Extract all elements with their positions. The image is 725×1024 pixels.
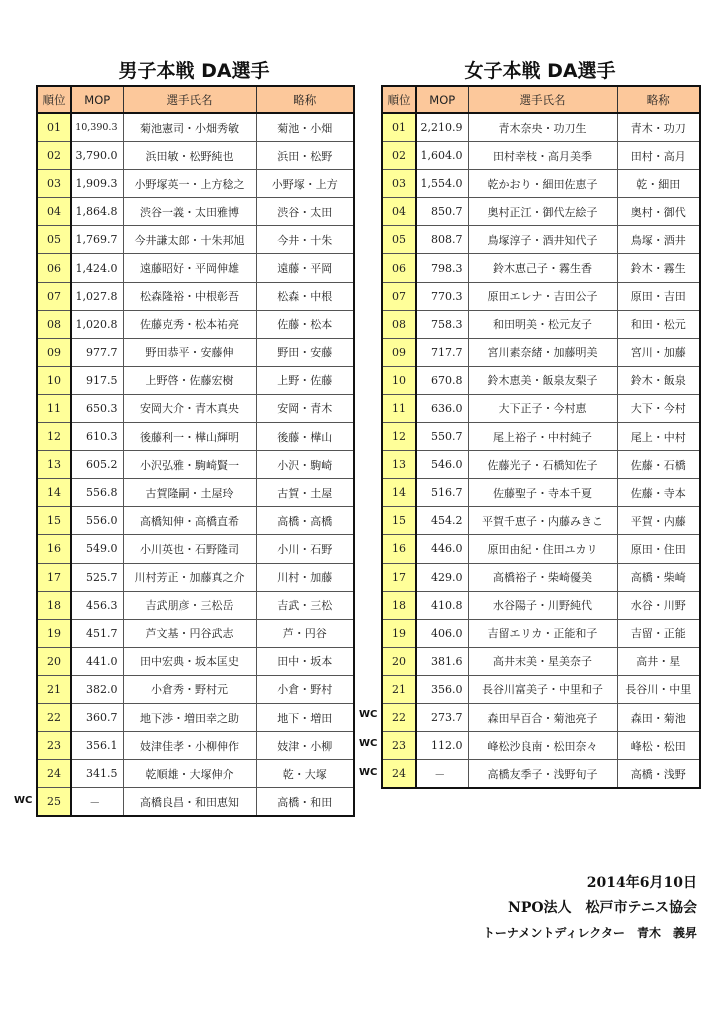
player-names-cell: 乾順雄・大塚伸介 — [123, 760, 256, 788]
short-name-cell: 鈴木・飯泉 — [617, 366, 700, 394]
player-names-cell: 後藤利一・樺山輝明 — [123, 423, 256, 451]
player-names-cell: 原田由紀・住田ユカリ — [468, 535, 617, 563]
rank-cell: 08 — [37, 310, 71, 338]
rank-cell: 17 — [37, 563, 71, 591]
mop-cell: － — [71, 788, 123, 817]
table-row — [382, 142, 700, 170]
table-row — [382, 507, 700, 535]
player-names-cell: 妓津佳孝・小柳伸作 — [123, 732, 256, 760]
short-name-cell: 後藤・樺山 — [256, 423, 354, 451]
rank-cell: 18 — [382, 591, 416, 619]
table-row — [382, 760, 700, 789]
rank-cell: 10 — [382, 366, 416, 394]
mop-cell: 610.3 — [71, 423, 123, 451]
mop-cell: － — [416, 760, 468, 789]
women-roster-table — [381, 85, 701, 789]
mop-cell: 429.0 — [416, 563, 468, 591]
player-names-cell: 芦文基・円谷武志 — [123, 619, 256, 647]
rank-cell: 12 — [382, 423, 416, 451]
mop-cell: 1,554.0 — [416, 170, 468, 198]
player-names-cell: 小川英也・石野隆司 — [123, 535, 256, 563]
mop-cell: 1,424.0 — [71, 254, 123, 282]
mop-cell: 605.2 — [71, 451, 123, 479]
mop-cell: 3,790.0 — [71, 142, 123, 170]
short-name-cell: 佐藤・寺本 — [617, 479, 700, 507]
player-names-cell: 渋谷一義・太田雅博 — [123, 198, 256, 226]
rank-cell: 15 — [382, 507, 416, 535]
table-row — [37, 619, 354, 647]
mop-cell: 356.0 — [416, 675, 468, 703]
table-row — [382, 423, 700, 451]
rank-cell: 15 — [37, 507, 71, 535]
short-name-cell: 地下・増田 — [256, 703, 354, 731]
table-row — [37, 703, 354, 731]
rank-cell: 24 — [37, 760, 71, 788]
rank-cell: 01 — [37, 113, 71, 142]
rank-cell: 23 — [37, 732, 71, 760]
short-name-cell: 佐藤・石橋 — [617, 451, 700, 479]
mop-cell: 808.7 — [416, 226, 468, 254]
rank-cell: 07 — [37, 282, 71, 310]
wildcard-label: WC — [14, 794, 33, 806]
organization-name: NPO法人 松戸市テニス協会 — [508, 900, 697, 916]
short-name-cell: 安岡・青木 — [256, 394, 354, 422]
mop-cell: 770.3 — [416, 282, 468, 310]
mop-cell: 360.7 — [71, 703, 123, 731]
mop-cell: 381.6 — [416, 647, 468, 675]
table-row — [37, 113, 354, 142]
rank-cell: 16 — [382, 535, 416, 563]
table-row — [382, 619, 700, 647]
table-row — [37, 647, 354, 675]
tournament-director: トーナメントディレクター 青木 義昇 — [482, 926, 697, 940]
document-date: 2014年6月10日 — [586, 875, 697, 891]
mop-cell: 273.7 — [416, 703, 468, 731]
player-names-cell: 長谷川富美子・中里和子 — [468, 675, 617, 703]
rank-cell: 13 — [382, 451, 416, 479]
table-row — [382, 479, 700, 507]
rank-cell: 24 — [382, 760, 416, 789]
rank-cell: 12 — [37, 423, 71, 451]
player-names-cell: 吉留エリカ・正能和子 — [468, 619, 617, 647]
name-header: 選手氏名 — [468, 86, 617, 113]
player-names-cell: 小沢弘雅・駒崎賢一 — [123, 451, 256, 479]
rank-cell: 19 — [382, 619, 416, 647]
mop-cell: 556.8 — [71, 479, 123, 507]
rank-cell: 21 — [37, 675, 71, 703]
short-name-cell: 長谷川・中里 — [617, 675, 700, 703]
wildcard-label: WC — [359, 738, 378, 749]
player-names-cell: 松森隆裕・中根彰吾 — [123, 282, 256, 310]
rank-cell: 07 — [382, 282, 416, 310]
rank-cell: 08 — [382, 310, 416, 338]
short-name-cell: 上野・佐藤 — [256, 366, 354, 394]
mop-cell: 525.7 — [71, 563, 123, 591]
rank-cell: 17 — [382, 563, 416, 591]
short-name-cell: 吉武・三松 — [256, 591, 354, 619]
short-name-cell: 鳥塚・酒井 — [617, 226, 700, 254]
player-names-cell: 平賀千恵子・内藤みきこ — [468, 507, 617, 535]
table-row — [382, 310, 700, 338]
mop-header: MOP — [71, 86, 123, 113]
short-name-cell: 小倉・野村 — [256, 675, 354, 703]
mop-cell: 456.3 — [71, 591, 123, 619]
player-names-cell: 高橋裕子・柴崎優美 — [468, 563, 617, 591]
short-name-cell: 奥村・御代 — [617, 198, 700, 226]
short-name-cell: 佐藤・松本 — [256, 310, 354, 338]
player-names-cell: 峰松沙良南・松田奈々 — [468, 732, 617, 760]
short-name-cell: 森田・菊池 — [617, 703, 700, 731]
mop-cell: 454.2 — [416, 507, 468, 535]
table-row — [382, 563, 700, 591]
men-roster-table — [36, 85, 355, 817]
short-name-cell: 高橋・高橋 — [256, 507, 354, 535]
rank-cell: 16 — [37, 535, 71, 563]
short-name-cell: 乾・細田 — [617, 170, 700, 198]
short-name-cell: 水谷・川野 — [617, 591, 700, 619]
rank-cell: 20 — [382, 647, 416, 675]
short-name-cell: 峰松・松田 — [617, 732, 700, 760]
table-row — [37, 254, 354, 282]
player-names-cell: 和田明美・松元友子 — [468, 310, 617, 338]
mop-cell: 758.3 — [416, 310, 468, 338]
rank-cell: 06 — [382, 254, 416, 282]
short-name-cell: 芦・円谷 — [256, 619, 354, 647]
short-name-cell: 平賀・内藤 — [617, 507, 700, 535]
rank-cell: 25 — [37, 788, 71, 817]
table-row — [37, 507, 354, 535]
short-name-cell: 乾・大塚 — [256, 760, 354, 788]
rank-cell: 09 — [37, 338, 71, 366]
table-row — [382, 451, 700, 479]
header-row — [382, 86, 700, 113]
rank-cell: 02 — [37, 142, 71, 170]
player-names-cell: 古賀隆嗣・土屋玲 — [123, 479, 256, 507]
player-names-cell: 青木奈央・功刀生 — [468, 113, 617, 142]
table-row — [37, 338, 354, 366]
short-name-cell: 松森・中根 — [256, 282, 354, 310]
mop-cell: 10,390.3 — [71, 113, 123, 142]
short-name-cell: 田中・坂本 — [256, 647, 354, 675]
mop-cell: 341.5 — [71, 760, 123, 788]
player-names-cell: 地下渉・増田幸之助 — [123, 703, 256, 731]
mop-cell: 112.0 — [416, 732, 468, 760]
men-table-title: 男子本戦 DA選手 — [118, 60, 270, 82]
mop-cell: 1,027.8 — [71, 282, 123, 310]
rank-cell: 03 — [382, 170, 416, 198]
table-row — [37, 142, 354, 170]
mop-cell: 1,020.8 — [71, 310, 123, 338]
table-row — [37, 366, 354, 394]
table-row — [37, 591, 354, 619]
player-names-cell: 小野塚英一・上方稔之 — [123, 170, 256, 198]
short-name-cell: 高橋・和田 — [256, 788, 354, 817]
rank-cell: 04 — [37, 198, 71, 226]
mop-cell: 516.7 — [416, 479, 468, 507]
short-name-cell: 小川・石野 — [256, 535, 354, 563]
table-row — [382, 535, 700, 563]
table-row — [37, 563, 354, 591]
rank-cell: 05 — [382, 226, 416, 254]
rank-cell: 20 — [37, 647, 71, 675]
rank-cell: 11 — [37, 394, 71, 422]
mop-cell: 1,604.0 — [416, 142, 468, 170]
mop-cell: 1,909.3 — [71, 170, 123, 198]
rank-cell: 02 — [382, 142, 416, 170]
player-names-cell: 水谷陽子・川野純代 — [468, 591, 617, 619]
player-names-cell: 川村芳正・加藤真之介 — [123, 563, 256, 591]
table-row — [37, 198, 354, 226]
rank-cell: 11 — [382, 394, 416, 422]
mop-cell: 406.0 — [416, 619, 468, 647]
short-name-cell: 小野塚・上方 — [256, 170, 354, 198]
rank-cell: 01 — [382, 113, 416, 142]
wildcard-label: WC — [359, 709, 378, 720]
short-name-cell: 和田・松元 — [617, 310, 700, 338]
table-row — [37, 732, 354, 760]
player-names-cell: 高橋友季子・浅野旬子 — [468, 760, 617, 789]
table-row — [37, 423, 354, 451]
mop-cell: 382.0 — [71, 675, 123, 703]
table-row — [382, 703, 700, 731]
name-header: 選手氏名 — [123, 86, 256, 113]
rank-cell: 06 — [37, 254, 71, 282]
table-row — [382, 170, 700, 198]
table-row — [37, 170, 354, 198]
table-row — [382, 198, 700, 226]
header-row — [37, 86, 354, 113]
mop-cell: 917.5 — [71, 366, 123, 394]
player-names-cell: 田村幸枝・高月美季 — [468, 142, 617, 170]
mop-cell: 1,769.7 — [71, 226, 123, 254]
mop-cell: 650.3 — [71, 394, 123, 422]
rank-cell: 14 — [37, 479, 71, 507]
mop-cell: 549.0 — [71, 535, 123, 563]
short-name-cell: 浜田・松野 — [256, 142, 354, 170]
rank-cell: 14 — [382, 479, 416, 507]
player-names-cell: 尾上裕子・中村純子 — [468, 423, 617, 451]
wildcard-label: WC — [359, 766, 378, 778]
rank-cell: 05 — [37, 226, 71, 254]
table-row — [382, 394, 700, 422]
player-names-cell: 佐藤光子・石橋知佐子 — [468, 451, 617, 479]
rank-cell: 19 — [37, 619, 71, 647]
short-name-cell: 野田・安藤 — [256, 338, 354, 366]
mop-header: MOP — [416, 86, 468, 113]
mop-cell: 546.0 — [416, 451, 468, 479]
rank-cell: 03 — [37, 170, 71, 198]
rank-cell: 09 — [382, 338, 416, 366]
short-name-cell: 妓津・小柳 — [256, 732, 354, 760]
table-row — [382, 366, 700, 394]
short-name-cell: 高橋・柴崎 — [617, 563, 700, 591]
short-name-header: 略称 — [617, 86, 700, 113]
player-names-cell: 佐藤聖子・寺本千夏 — [468, 479, 617, 507]
rank-cell: 22 — [37, 703, 71, 731]
player-names-cell: 高橋知伸・高橋直希 — [123, 507, 256, 535]
rank-cell: 22 — [382, 703, 416, 731]
table-row — [37, 310, 354, 338]
mop-cell: 446.0 — [416, 535, 468, 563]
player-names-cell: 田中宏典・坂本匡史 — [123, 647, 256, 675]
table-row — [37, 788, 354, 817]
short-name-header: 略称 — [256, 86, 354, 113]
player-names-cell: 吉武朋彦・三松岳 — [123, 591, 256, 619]
mop-cell: 550.7 — [416, 423, 468, 451]
player-names-cell: 宮川素奈緒・加藤明美 — [468, 338, 617, 366]
table-row — [382, 647, 700, 675]
short-name-cell: 吉留・正能 — [617, 619, 700, 647]
short-name-cell: 青木・功刀 — [617, 113, 700, 142]
table-row — [382, 254, 700, 282]
short-name-cell: 今井・十朱 — [256, 226, 354, 254]
table-row — [382, 732, 700, 760]
short-name-cell: 渋谷・太田 — [256, 198, 354, 226]
mop-cell: 850.7 — [416, 198, 468, 226]
player-names-cell: 乾かおり・細田佐恵子 — [468, 170, 617, 198]
short-name-cell: 尾上・中村 — [617, 423, 700, 451]
mop-cell: 636.0 — [416, 394, 468, 422]
short-name-cell: 鈴木・霧生 — [617, 254, 700, 282]
table-row — [382, 282, 700, 310]
short-name-cell: 原田・住田 — [617, 535, 700, 563]
player-names-cell: 上野啓・佐藤宏樹 — [123, 366, 256, 394]
player-names-cell: 高井末美・星美奈子 — [468, 647, 617, 675]
mop-cell: 2,210.9 — [416, 113, 468, 142]
table-row — [382, 675, 700, 703]
table-row — [37, 760, 354, 788]
table-row — [37, 479, 354, 507]
player-names-cell: 野田恭平・安藤伸 — [123, 338, 256, 366]
player-names-cell: 鳥塚淳子・酒井知代子 — [468, 226, 617, 254]
player-names-cell: 安岡大介・青木真央 — [123, 394, 256, 422]
table-row — [382, 226, 700, 254]
mop-cell: 451.7 — [71, 619, 123, 647]
rank-header: 順位 — [37, 86, 71, 113]
short-name-cell: 高井・星 — [617, 647, 700, 675]
short-name-cell: 高橋・浅野 — [617, 760, 700, 789]
player-names-cell: 森田早百合・菊池亮子 — [468, 703, 617, 731]
player-names-cell: 佐藤克秀・松本祐亮 — [123, 310, 256, 338]
player-names-cell: 鈴木恵己子・霧生香 — [468, 254, 617, 282]
table-row — [37, 282, 354, 310]
mop-cell: 717.7 — [416, 338, 468, 366]
player-names-cell: 小倉秀・野村元 — [123, 675, 256, 703]
short-name-cell: 大下・今村 — [617, 394, 700, 422]
short-name-cell: 川村・加藤 — [256, 563, 354, 591]
mop-cell: 798.3 — [416, 254, 468, 282]
table-row — [37, 226, 354, 254]
rank-cell: 18 — [37, 591, 71, 619]
mop-cell: 410.8 — [416, 591, 468, 619]
mop-cell: 356.1 — [71, 732, 123, 760]
short-name-cell: 遠藤・平岡 — [256, 254, 354, 282]
player-names-cell: 浜田敏・松野純也 — [123, 142, 256, 170]
player-names-cell: 奥村正江・御代左絵子 — [468, 198, 617, 226]
mop-cell: 556.0 — [71, 507, 123, 535]
mop-cell: 977.7 — [71, 338, 123, 366]
table-row — [37, 675, 354, 703]
short-name-cell: 菊池・小畑 — [256, 113, 354, 142]
player-names-cell: 原田エレナ・吉田公子 — [468, 282, 617, 310]
rank-cell: 04 — [382, 198, 416, 226]
short-name-cell: 田村・高月 — [617, 142, 700, 170]
player-names-cell: 菊池憲司・小畑秀敏 — [123, 113, 256, 142]
short-name-cell: 小沢・駒崎 — [256, 451, 354, 479]
rank-cell: 21 — [382, 675, 416, 703]
short-name-cell: 宮川・加藤 — [617, 338, 700, 366]
rank-cell: 10 — [37, 366, 71, 394]
mop-cell: 670.8 — [416, 366, 468, 394]
table-row — [37, 394, 354, 422]
table-row — [382, 338, 700, 366]
mop-cell: 1,864.8 — [71, 198, 123, 226]
player-names-cell: 今井謙太郎・十朱邦旭 — [123, 226, 256, 254]
player-names-cell: 高橋良昌・和田恵知 — [123, 788, 256, 817]
player-names-cell: 鈴木恵美・飯泉友梨子 — [468, 366, 617, 394]
short-name-cell: 古賀・土屋 — [256, 479, 354, 507]
mop-cell: 441.0 — [71, 647, 123, 675]
table-row — [37, 535, 354, 563]
table-row — [382, 113, 700, 142]
table-row — [382, 591, 700, 619]
rank-header: 順位 — [382, 86, 416, 113]
rank-cell: 23 — [382, 732, 416, 760]
player-names-cell: 大下正子・今村恵 — [468, 394, 617, 422]
short-name-cell: 原田・吉田 — [617, 282, 700, 310]
rank-cell: 13 — [37, 451, 71, 479]
player-names-cell: 遠藤昭好・平岡伸雄 — [123, 254, 256, 282]
table-row — [37, 451, 354, 479]
women-table-title: 女子本戦 DA選手 — [464, 60, 616, 82]
